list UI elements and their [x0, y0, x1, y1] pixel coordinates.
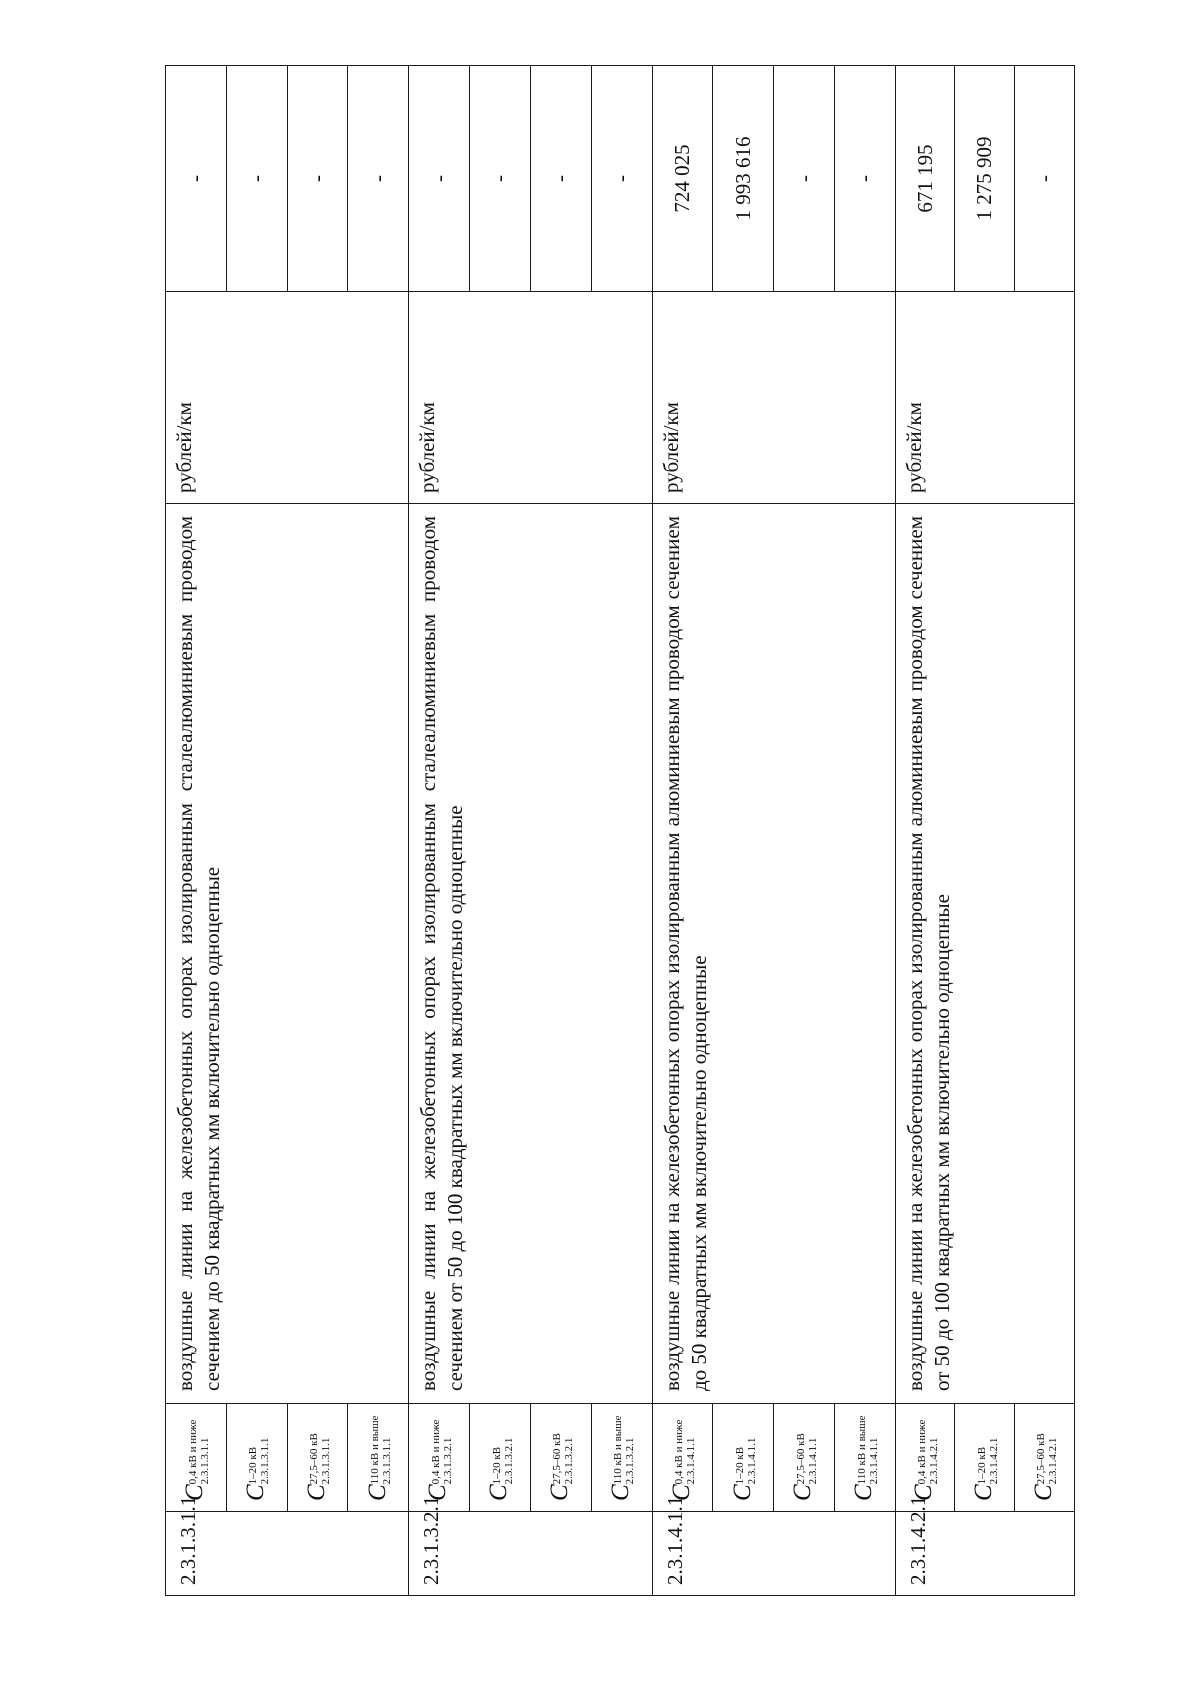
rate-symbol-indices	[916, 1420, 940, 1485]
rate-symbol-letter: C	[546, 1484, 574, 1501]
rate-symbol-letter: C	[970, 1484, 998, 1501]
rate-voltage-class: 0,4 кВ и ниже	[673, 1419, 686, 1485]
rate-symbol-indices	[491, 1438, 515, 1485]
rate-value: -	[530, 66, 591, 292]
rate-symbol-indices	[976, 1438, 1000, 1485]
rate-symbol-indices	[430, 1420, 454, 1485]
rate-voltage-class: 0,4 кВ и ниже	[186, 1419, 199, 1485]
rate-symbol-indices	[369, 1415, 393, 1484]
rate-voltage-class: 27,5–60 кВ	[308, 1433, 321, 1485]
rate-symbol-letter: C	[242, 1484, 270, 1501]
rate-value: -	[348, 66, 409, 292]
item-unit: рублей/км	[652, 292, 895, 504]
rate-symbol-indices	[612, 1415, 636, 1484]
rate-voltage-class: 1–20 кВ	[975, 1446, 988, 1485]
rate-value: -	[470, 66, 531, 292]
rate-symbol	[166, 1404, 227, 1512]
rate-symbol-letter: C	[606, 1484, 634, 1501]
rate-voltage-class: 0,4 кВ и ниже	[915, 1419, 928, 1485]
rate-value: -	[409, 66, 470, 292]
rate-symbol	[226, 1404, 287, 1512]
rate-index: 2.3.1.3.1.1	[259, 1437, 272, 1485]
rate-index: 2.3.1.4.1.1	[685, 1437, 698, 1485]
item-description: воздушные линии на железобетонных опорах изолированным сталеалюминиевым проводом сечением до 50 квадратных мм включительно одноцепные	[166, 504, 409, 1404]
rate-symbol-indices	[1035, 1433, 1059, 1484]
rate-index: 2.3.1.4.2.1	[987, 1437, 1000, 1485]
rate-value: -	[834, 66, 895, 292]
rate-voltage-class: 110 кВ и выше	[855, 1415, 868, 1485]
table-row	[652, 66, 713, 1596]
rate-symbol-letter: C	[789, 1484, 817, 1501]
rate-symbol-letter: C	[850, 1484, 878, 1501]
rate-symbol	[895, 1404, 955, 1512]
rate-value: -	[774, 66, 835, 292]
rate-value: 724 025	[652, 66, 713, 292]
rate-symbol	[713, 1404, 774, 1512]
item-number: 2.3.1.4.2.1	[895, 1512, 1074, 1596]
rate-symbol-letter: C	[1029, 1484, 1057, 1501]
rate-symbol-indices	[795, 1433, 819, 1484]
rate-symbol-letter: C	[424, 1484, 452, 1501]
tariff-table	[165, 65, 1075, 1596]
rate-index: 2.3.1.3.1.1	[381, 1437, 393, 1485]
rate-voltage-class: 27,5–60 кВ	[1035, 1433, 1048, 1485]
rotated-table-scan	[165, 66, 1075, 1596]
rate-value: -	[287, 66, 348, 292]
rate-voltage-class: 27,5–60 кВ	[551, 1433, 564, 1485]
tariff-table-body	[166, 66, 1075, 1596]
rate-index: 2.3.1.4.1.1	[745, 1437, 758, 1485]
item-number: 2.3.1.3.2.1	[409, 1512, 652, 1596]
rate-symbol	[591, 1404, 652, 1512]
rate-symbol-indices	[734, 1438, 758, 1485]
rate-symbol	[470, 1404, 531, 1512]
rate-symbol-indices	[187, 1420, 211, 1485]
rate-symbol	[1015, 1404, 1075, 1512]
rate-symbol	[530, 1404, 591, 1512]
rate-symbol-indices	[247, 1438, 271, 1485]
rate-symbol-indices	[551, 1433, 575, 1484]
item-description: воздушные линии на железобетонных опорах изолированным алюминиевым проводом сечением до 50 квадратных мм включительно одноцепные	[652, 504, 895, 1404]
rate-index: 2.3.1.3.2.1	[441, 1437, 454, 1485]
rate-symbol-letter: C	[728, 1484, 756, 1501]
rate-symbol	[774, 1404, 835, 1512]
rate-symbol	[652, 1404, 713, 1512]
rate-voltage-class: 1–20 кВ	[733, 1446, 746, 1485]
rate-voltage-class: 1–20 кВ	[247, 1446, 260, 1485]
rate-value: -	[166, 66, 227, 292]
rate-voltage-class: 1–20 кВ	[490, 1446, 503, 1485]
item-description: воздушные линии на железобетонных опорах изолированным алюминиевым проводом сечением от 50 до 100 квадратных мм включительно одноцепные	[895, 504, 1074, 1404]
rate-value: -	[226, 66, 287, 292]
rate-symbol-indices	[673, 1420, 697, 1485]
rate-value: 671 195	[895, 66, 955, 292]
item-unit: рублей/км	[895, 292, 1074, 504]
rate-index: 2.3.1.3.2.1	[563, 1437, 576, 1485]
rate-index: 2.3.1.3.2.1	[624, 1437, 637, 1485]
table-row	[895, 66, 955, 1596]
table-row	[409, 66, 470, 1596]
rate-symbol-letter: C	[910, 1484, 938, 1501]
rate-symbol-letter: C	[485, 1484, 513, 1501]
rate-index: 2.3.1.4.2.1	[1047, 1437, 1060, 1485]
rate-index: 2.3.1.4.1.1	[806, 1437, 819, 1485]
rate-symbol	[348, 1404, 409, 1512]
rate-index: 2.3.1.3.1.1	[198, 1437, 211, 1485]
rate-symbol-letter: C	[667, 1484, 695, 1501]
rate-symbol	[287, 1404, 348, 1512]
rate-symbol-indices	[856, 1415, 880, 1484]
rate-voltage-class: 27,5–60 кВ	[794, 1433, 807, 1485]
rate-symbol-indices	[308, 1433, 332, 1484]
rate-symbol-letter: C	[302, 1484, 330, 1501]
rate-index: 2.3.1.3.1.1	[320, 1437, 333, 1485]
item-unit: рублей/км	[166, 292, 409, 504]
rate-voltage-class: 110 кВ и выше	[369, 1415, 381, 1485]
rate-value: -	[1015, 66, 1075, 292]
rate-index: 2.3.1.4.2.1	[927, 1437, 940, 1485]
item-description: воздушные линии на железобетонных опорах изолированным сталеалюминиевым проводом сечением от 50 до 100 квадратных мм включительно одноцепные	[409, 504, 652, 1404]
rate-symbol-letter: C	[363, 1484, 391, 1501]
rate-symbol	[955, 1404, 1015, 1512]
rate-value: 1 993 616	[713, 66, 774, 292]
item-unit: рублей/км	[409, 292, 652, 504]
item-number: 2.3.1.3.1.1	[166, 1512, 409, 1596]
rate-symbol	[409, 1404, 470, 1512]
rate-voltage-class: 110 кВ и выше	[612, 1415, 625, 1485]
rate-voltage-class: 0,4 кВ и ниже	[429, 1419, 442, 1485]
rate-symbol-letter: C	[181, 1484, 209, 1501]
rate-value: 1 275 909	[955, 66, 1015, 292]
rate-index: 2.3.1.3.2.1	[502, 1437, 515, 1485]
rate-symbol	[834, 1404, 895, 1512]
rate-index: 2.3.1.4.1.1	[867, 1437, 880, 1485]
table-row	[166, 66, 227, 1596]
item-number: 2.3.1.4.1.1	[652, 1512, 895, 1596]
rate-value: -	[591, 66, 652, 292]
